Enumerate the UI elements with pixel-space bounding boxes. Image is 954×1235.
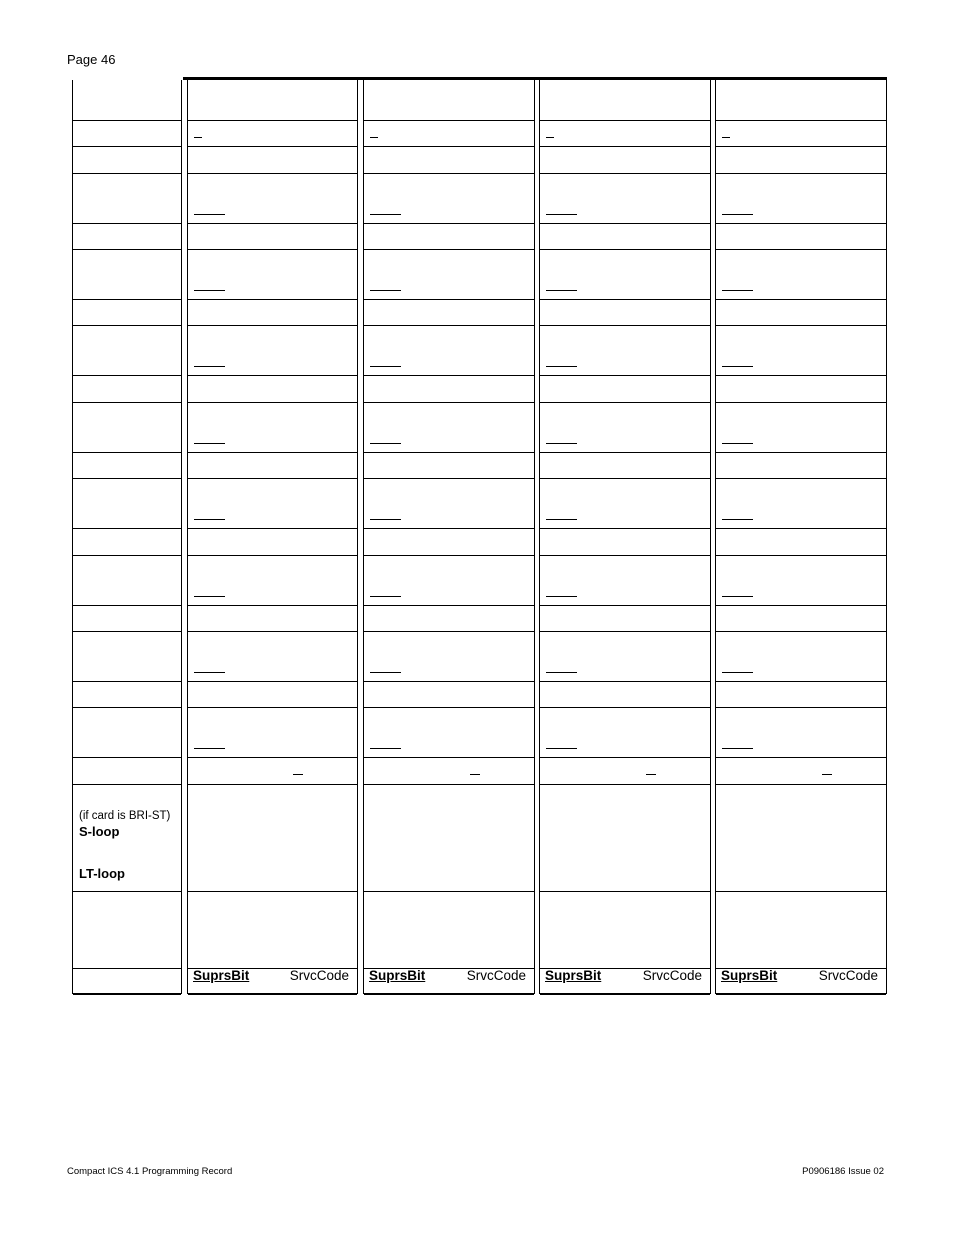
form-cell[interactable] (364, 478, 534, 529)
form-cell[interactable] (540, 325, 710, 376)
entry-blank (370, 748, 401, 749)
form-cell[interactable] (188, 528, 357, 556)
entry-blank (722, 214, 753, 215)
entry-blank (546, 519, 577, 520)
entry-blank (370, 290, 401, 291)
form-cell[interactable] (540, 452, 710, 479)
form-cell[interactable] (188, 631, 357, 682)
form-cell[interactable] (716, 146, 886, 174)
form-cell[interactable] (540, 681, 710, 708)
entry-blank (546, 290, 577, 291)
data-column (715, 80, 887, 994)
entry-blank (722, 366, 753, 367)
footer-left: Compact ICS 4.1 Programming Record (67, 1166, 233, 1177)
entry-blank (370, 672, 401, 673)
form-cell (73, 968, 181, 995)
form-cell[interactable] (188, 891, 357, 969)
form-cell[interactable] (364, 784, 534, 892)
form-cell[interactable] (188, 605, 357, 632)
suprsbit-label: SuprsBit (721, 968, 778, 983)
form-cell[interactable] (188, 784, 357, 892)
lt-loop-label: LT-loop (79, 866, 125, 881)
form-cell[interactable] (188, 452, 357, 479)
form-cell[interactable] (716, 452, 886, 479)
entry-blank (194, 748, 225, 749)
entry-blank (194, 443, 225, 444)
form-cell[interactable] (716, 173, 886, 224)
entry-blank (194, 519, 225, 520)
form-cell[interactable] (188, 249, 357, 300)
form-cell[interactable] (364, 891, 534, 969)
form-cell[interactable] (364, 402, 534, 453)
data-column (187, 80, 358, 994)
form-cell[interactable] (364, 80, 534, 121)
form-cell[interactable] (540, 375, 710, 403)
entry-blank (546, 443, 577, 444)
form-cell[interactable] (716, 681, 886, 708)
srvccode-label: SrvcCode (818, 968, 878, 983)
short-blank (194, 137, 202, 138)
srvccode-label: SrvcCode (289, 968, 349, 983)
form-cell[interactable] (364, 605, 534, 632)
form-cell (73, 478, 181, 529)
form-cell[interactable] (364, 452, 534, 479)
form-cell (73, 146, 181, 174)
form-cell[interactable] (364, 146, 534, 174)
s-loop-label: S-loop (79, 824, 120, 839)
short-blank (293, 774, 303, 775)
entry-blank (370, 519, 401, 520)
entry-blank (370, 596, 401, 597)
form-cell[interactable] (188, 707, 357, 758)
form-cell[interactable] (364, 173, 534, 224)
form-cell[interactable] (540, 146, 710, 174)
form-cell[interactable] (716, 707, 886, 758)
form-cell (73, 631, 181, 682)
entry-blank (546, 748, 577, 749)
suprsbit-label: SuprsBit (193, 968, 250, 983)
form-cell[interactable] (716, 375, 886, 403)
footer-right: P0906186 Issue 02 (802, 1166, 884, 1177)
entry-blank (722, 290, 753, 291)
form-cell (73, 555, 181, 606)
form-cell[interactable] (540, 555, 710, 606)
short-blank (470, 774, 480, 775)
form-cell (73, 375, 181, 403)
form-cell (73, 784, 181, 892)
srvccode-label: SrvcCode (466, 968, 526, 983)
form-cell[interactable] (188, 146, 357, 174)
form-cell (73, 402, 181, 453)
entry-blank (370, 366, 401, 367)
form-cell[interactable] (364, 223, 534, 250)
form-cell[interactable] (716, 478, 886, 529)
form-cell[interactable] (188, 681, 357, 708)
form-cell (73, 249, 181, 300)
form-cell (73, 299, 181, 326)
form-cell (73, 707, 181, 758)
form-cell[interactable] (188, 325, 357, 376)
form-cell[interactable] (716, 605, 886, 632)
form-cell[interactable] (540, 528, 710, 556)
form-cell[interactable] (364, 528, 534, 556)
form-cell[interactable] (716, 784, 886, 892)
form-cell (73, 605, 181, 632)
form-cell[interactable] (540, 120, 710, 147)
entry-blank (546, 366, 577, 367)
form-cell[interactable] (188, 223, 357, 250)
form-cell[interactable] (716, 968, 886, 995)
entry-blank (370, 443, 401, 444)
page-header: Page 46 (67, 52, 116, 67)
form-cell[interactable] (716, 757, 886, 785)
form-cell[interactable] (540, 173, 710, 224)
form-cell[interactable] (716, 80, 886, 121)
suprsbit-label: SuprsBit (545, 968, 602, 983)
form-cell[interactable] (540, 631, 710, 682)
form-cell[interactable] (188, 478, 357, 529)
form-cell[interactable] (364, 631, 534, 682)
form-cell[interactable] (716, 299, 886, 326)
form-cell (73, 173, 181, 224)
form-cell[interactable] (540, 605, 710, 632)
form-cell[interactable] (540, 299, 710, 326)
form-cell (73, 325, 181, 376)
form-cell[interactable] (716, 402, 886, 453)
bri-st-note: (if card is BRI-ST) (79, 810, 171, 822)
entry-blank (722, 596, 753, 597)
form-cell[interactable] (188, 80, 357, 121)
entry-blank (370, 214, 401, 215)
form-cell[interactable] (716, 555, 886, 606)
form-cell[interactable] (540, 757, 710, 785)
srvccode-label: SrvcCode (642, 968, 702, 983)
form-cell[interactable] (540, 707, 710, 758)
short-blank (722, 137, 730, 138)
short-blank (546, 137, 554, 138)
form-cell[interactable] (716, 631, 886, 682)
form-cell[interactable] (540, 968, 710, 995)
form-cell[interactable] (188, 757, 357, 785)
form-cell[interactable] (716, 120, 886, 147)
form-cell[interactable] (188, 173, 357, 224)
form-cell (73, 891, 181, 969)
short-blank (822, 774, 832, 775)
form-cell[interactable] (364, 707, 534, 758)
form-cell (73, 80, 181, 121)
entry-blank (722, 748, 753, 749)
form-cell (73, 528, 181, 556)
data-column (539, 80, 711, 994)
entry-blank (194, 290, 225, 291)
form-cell[interactable] (540, 249, 710, 300)
form-cell (73, 681, 181, 708)
entry-blank (546, 596, 577, 597)
form-cell[interactable] (716, 891, 886, 969)
form-cell[interactable] (716, 528, 886, 556)
form-cell[interactable] (716, 223, 886, 250)
form-cell (73, 120, 181, 147)
entry-blank (546, 672, 577, 673)
suprsbit-label: SuprsBit (369, 968, 426, 983)
form-cell[interactable] (364, 681, 534, 708)
label-column (72, 80, 182, 994)
form-cell[interactable] (540, 784, 710, 892)
entry-blank (722, 443, 753, 444)
form-cell (73, 757, 181, 785)
form-cell[interactable] (540, 223, 710, 250)
form-cell[interactable] (364, 555, 534, 606)
form-cell[interactable] (540, 80, 710, 121)
entry-blank (722, 519, 753, 520)
form-cell[interactable] (188, 968, 357, 995)
form-cell[interactable] (364, 249, 534, 300)
form-cell[interactable] (540, 891, 710, 969)
data-column (363, 80, 535, 994)
form-cell[interactable] (364, 325, 534, 376)
form-cell[interactable] (188, 375, 357, 403)
form-cell[interactable] (364, 375, 534, 403)
entry-blank (546, 214, 577, 215)
form-cell[interactable] (716, 325, 886, 376)
form-cell[interactable] (188, 299, 357, 326)
short-blank (646, 774, 656, 775)
form-cell[interactable] (364, 968, 534, 995)
entry-blank (194, 596, 225, 597)
form-cell[interactable] (364, 757, 534, 785)
form-cell[interactable] (188, 402, 357, 453)
form-cell[interactable] (364, 120, 534, 147)
form-cell[interactable] (540, 402, 710, 453)
form-cell (73, 223, 181, 250)
form-cell (73, 452, 181, 479)
entry-blank (194, 366, 225, 367)
form-cell[interactable] (364, 299, 534, 326)
entry-blank (194, 214, 225, 215)
entry-blank (722, 672, 753, 673)
form-cell[interactable] (188, 120, 357, 147)
form-cell[interactable] (188, 555, 357, 606)
short-blank (370, 137, 378, 138)
entry-blank (194, 672, 225, 673)
form-cell[interactable] (540, 478, 710, 529)
form-cell[interactable] (716, 249, 886, 300)
